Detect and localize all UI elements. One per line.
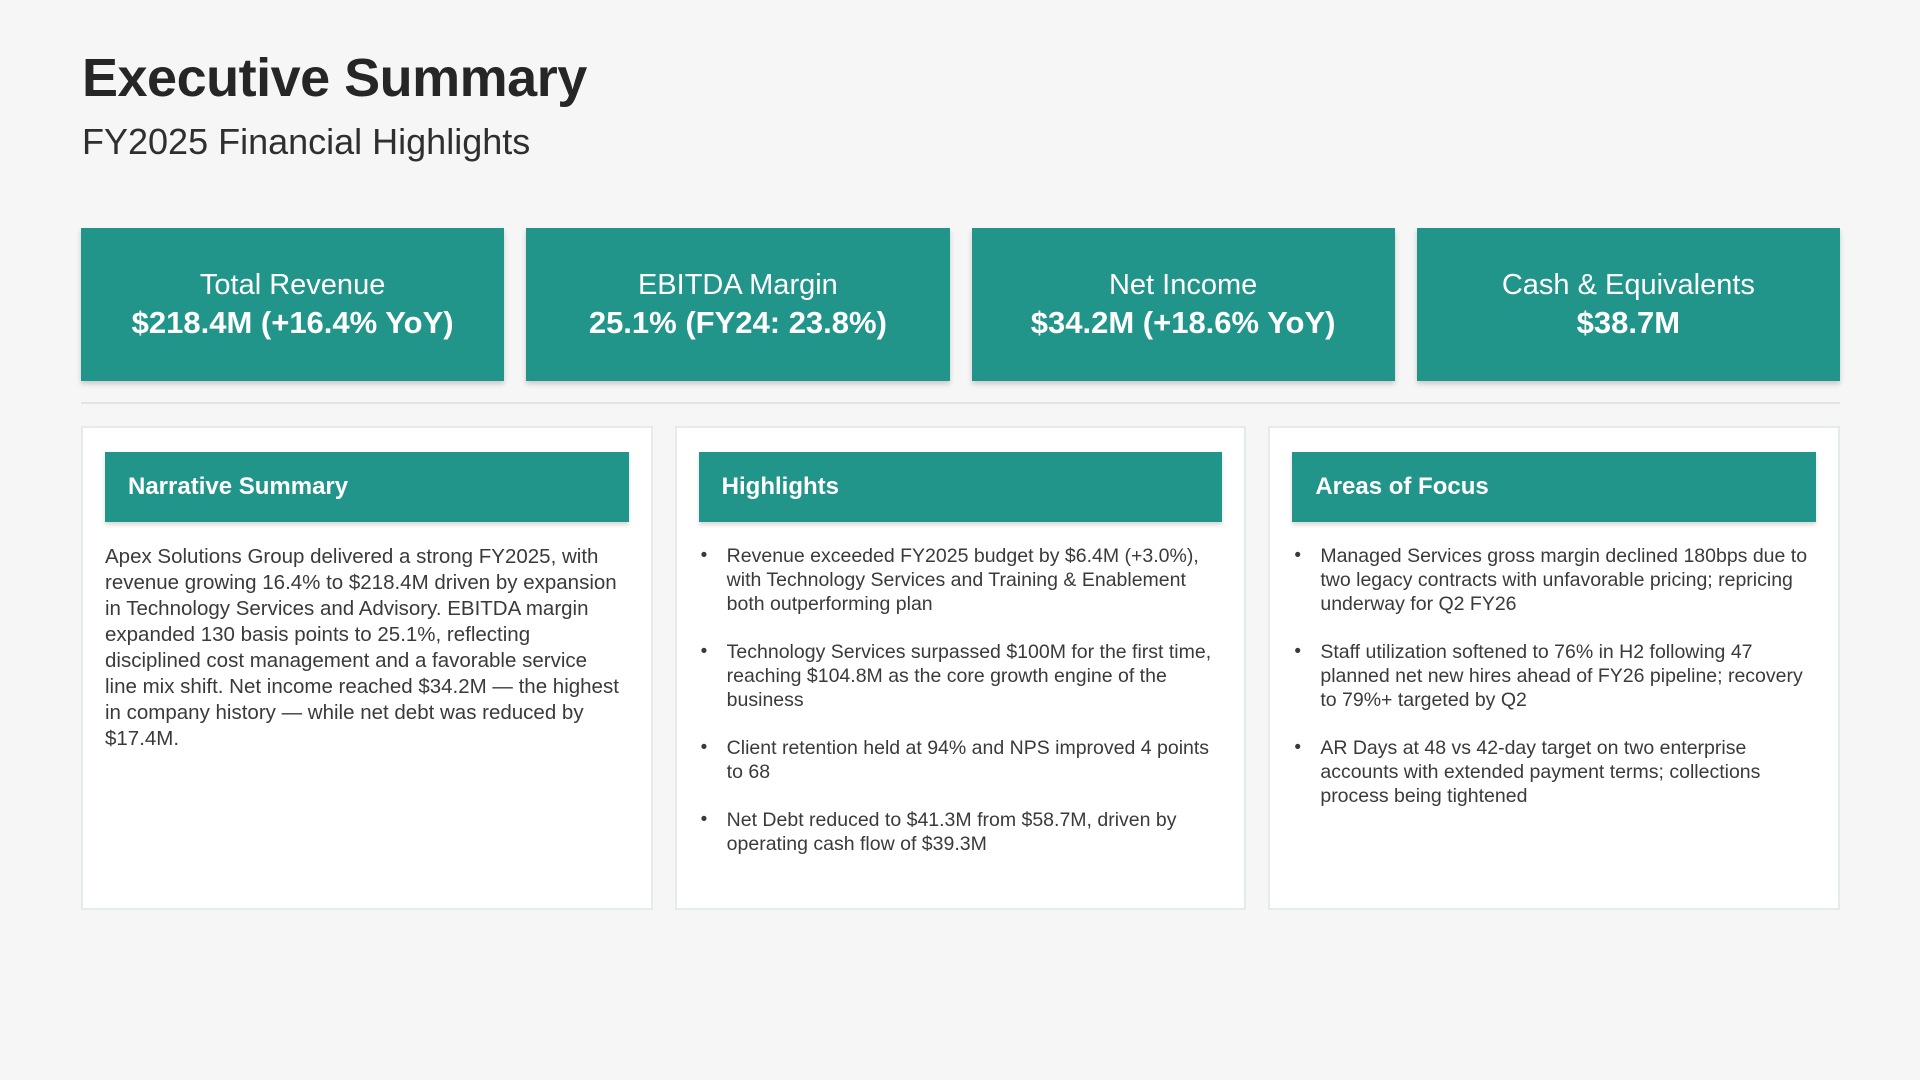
list-item-text: Client retention held at 94% and NPS improved 4 points to 68: [726, 737, 1210, 783]
list-item-text: Net Debt reduced to $41.3M from $58.7M, driven by operating cash flow of $39.3M: [726, 809, 1177, 855]
bullet-icon: •: [700, 641, 708, 662]
panel-heading: Areas of Focus: [1292, 452, 1816, 522]
bullet-icon: •: [700, 809, 708, 830]
list-item: [1292, 544, 1816, 616]
list-item-text: AR Days at 48 vs 42-day target on two enterprise accounts with extended payment terms; collections process being tightened: [1320, 737, 1761, 807]
bullet-icon: •: [1294, 641, 1301, 662]
kpi-label: Total Revenue: [199, 268, 386, 301]
kpi-value: $38.7M: [1576, 304, 1681, 340]
narrative-text: Apex Solutions Group delivered a strong FY2025, with revenue growing 16.4% to $218.4M driven by expansion in Technology Services and Advisory. EBITDA margin expanded 130 basis points to 25.1%, reflecting disciplined cost management and a favorable service line mix shift. Net income reached $34.2M — the highest in company history — while net debt was reduced by $17.4M.: [105, 545, 619, 750]
bullet-icon: •: [700, 737, 708, 758]
kpi-label: EBITDA Margin: [637, 268, 838, 301]
narrative-summary-panel: [81, 426, 653, 910]
kpi-label: Cash & Equivalents: [1501, 268, 1755, 301]
kpi-row: [81, 228, 1840, 381]
list-item: [1292, 736, 1816, 808]
list-item-text: Technology Services surpassed $100M for the first time, reaching $104.8M as the core growth engine of the business: [726, 641, 1212, 711]
page-title: Executive Summary: [82, 48, 587, 108]
kpi-card-cash-equivalents: [1417, 228, 1840, 381]
panel-heading: Narrative Summary: [105, 452, 629, 522]
focus-list: [1292, 544, 1816, 808]
highlights-panel: [675, 426, 1247, 910]
slide-header: [82, 46, 587, 162]
list-item-text: Staff utilization softened to 76% in H2 following 47 planned net new hires ahead of FY26 pipeline; recovery to 79%+ targeted by Q2: [1320, 641, 1803, 711]
highlights-list: [699, 544, 1223, 856]
areas-of-focus-panel: [1268, 426, 1840, 910]
kpi-value: $218.4M (+16.4% YoY): [131, 304, 454, 340]
list-item-text: Revenue exceeded FY2025 budget by $6.4M (+3.0%), with Technology Services and Training & Enablement both outperforming plan: [726, 545, 1199, 615]
list-item: [699, 544, 1223, 616]
list-item-text: Managed Services gross margin declined 180bps due to two legacy contracts with unfavorable pricing; repricing underway for Q2 FY26: [1320, 545, 1808, 615]
section-divider: [81, 402, 1840, 404]
bullet-icon: •: [1294, 545, 1301, 566]
kpi-value: $34.2M (+18.6% YoY): [1030, 304, 1336, 340]
panel-heading: Highlights: [699, 452, 1223, 522]
list-item: [699, 808, 1223, 856]
kpi-card-total-revenue: [81, 228, 504, 381]
kpi-card-net-income: [972, 228, 1395, 381]
list-item: [1292, 640, 1816, 712]
list-item: [699, 736, 1223, 784]
kpi-label: Net Income: [1108, 268, 1258, 301]
summary-panels: [81, 426, 1840, 910]
kpi-value: 25.1% (FY24: 23.8%): [588, 304, 887, 340]
kpi-card-ebitda-margin: [526, 228, 949, 381]
bullet-icon: •: [700, 545, 708, 566]
bullet-icon: •: [1294, 737, 1301, 758]
list-item: [699, 640, 1223, 712]
page-subtitle: FY2025 Financial Highlights: [82, 121, 531, 162]
